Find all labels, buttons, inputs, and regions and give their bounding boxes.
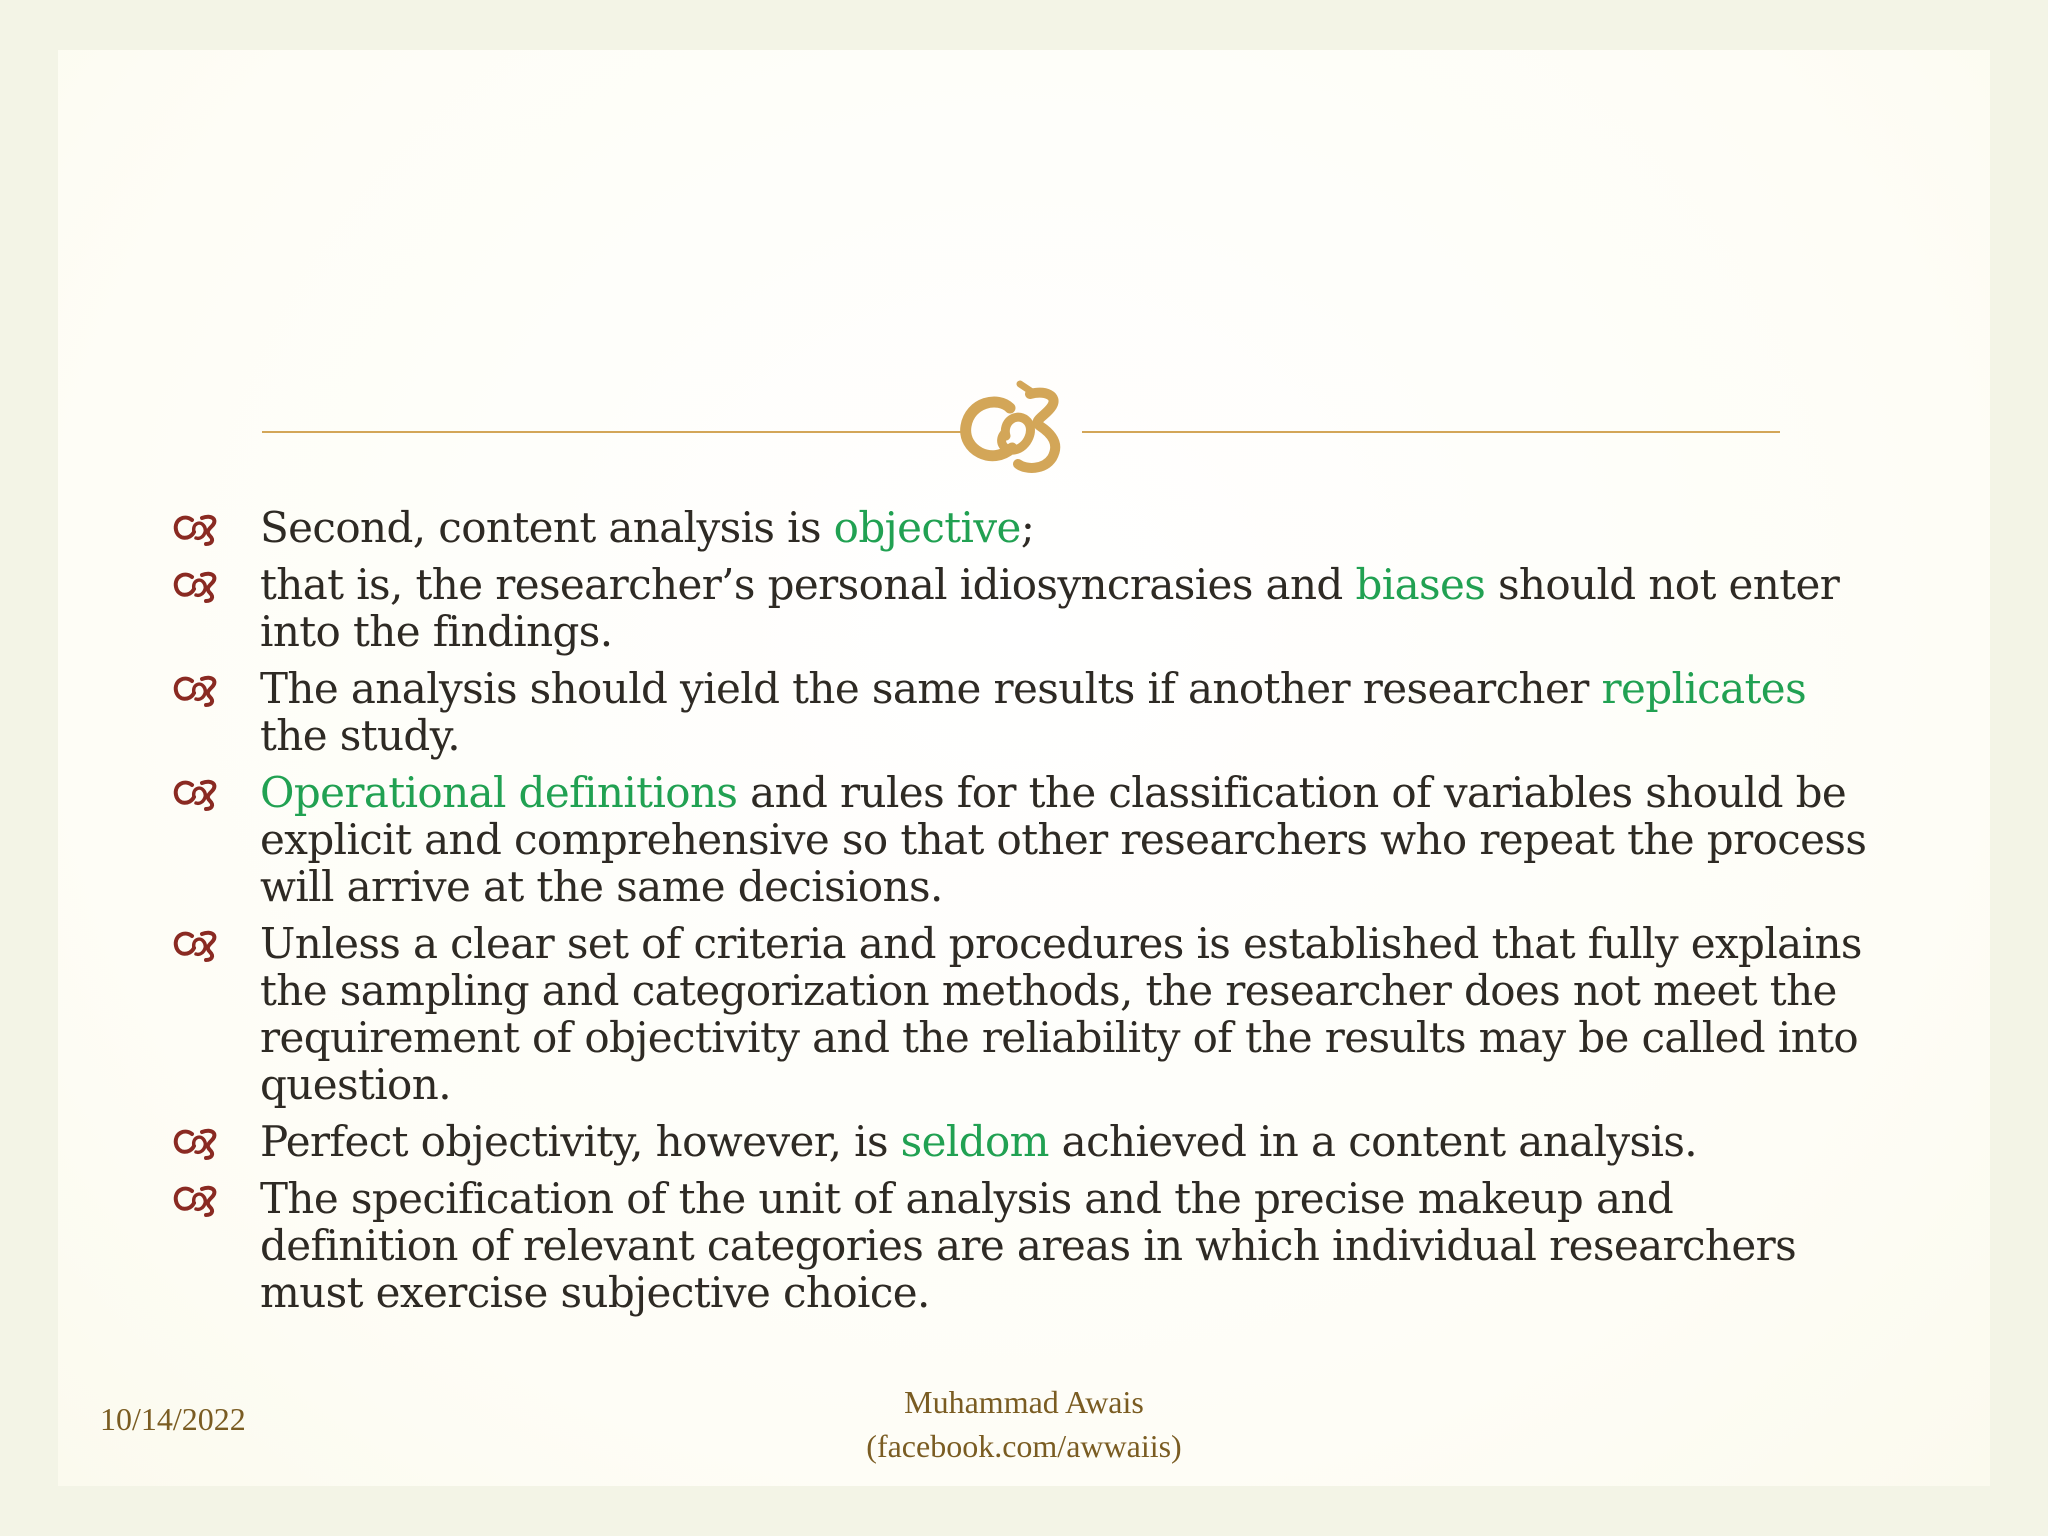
bullet-highlight: biases xyxy=(1355,560,1486,609)
bullet-text: Perfect objectivity, however, is xyxy=(260,1117,901,1166)
bullet-list xyxy=(172,504,1872,1326)
bullet-text: that is, the researcher’s personal idiosyncrasies and xyxy=(260,560,1356,609)
bullet-item xyxy=(172,504,1872,551)
bullet-item xyxy=(172,561,1872,655)
bullet-text-end: the study. xyxy=(260,711,461,760)
divider-line-right xyxy=(1082,431,1780,433)
bullet-item xyxy=(172,1175,1872,1316)
bullet-text-end: and rules for the classification of variables should be explicit and comprehensive so that other researchers who repeat the process will arrive at the same decisions. xyxy=(260,768,1867,911)
bullet-item xyxy=(172,920,1872,1108)
scroll-bullet-icon xyxy=(172,567,222,603)
footer-date: 10/14/2022 xyxy=(100,1401,246,1437)
footer-author xyxy=(824,1380,1224,1468)
bullet-text-end: ; xyxy=(1020,503,1035,552)
bullet-text-end: should not enter into the findings. xyxy=(260,560,1840,656)
bullet-highlight: seldom xyxy=(900,1117,1049,1166)
bullet-highlight: replicates xyxy=(1601,664,1807,713)
bullet-item xyxy=(172,665,1872,759)
bullet-text: Unless a clear set of criteria and procedures is established that fully explains the sampling and categorization methods, the researcher does not meet the requirement of objectivity and the reliability of the results may be called into question. xyxy=(260,919,1862,1109)
footer-author-link: (facebook.com/awwaiis) xyxy=(866,1428,1182,1464)
bullet-highlight: objective xyxy=(833,503,1021,552)
scroll-bullet-icon xyxy=(172,671,222,707)
footer-author-name: Muhammad Awais xyxy=(904,1384,1144,1420)
bullet-text-end: achieved in a content analysis. xyxy=(1048,1117,1698,1166)
bullet-text: The specification of the unit of analysis and the precise makeup and definition of relevant categories are areas in which individual researchers must exercise subjective choice. xyxy=(260,1174,1797,1317)
scroll-bullet-icon xyxy=(172,926,222,962)
scroll-bullet-icon xyxy=(172,510,222,546)
bullet-item xyxy=(172,769,1872,910)
scroll-bullet-icon xyxy=(172,775,222,811)
bullet-item xyxy=(172,1118,1872,1165)
bullet-text: Second, content analysis is xyxy=(260,503,834,552)
scroll-bullet-icon xyxy=(172,1181,222,1217)
scroll-bullet-icon xyxy=(172,1124,222,1160)
bullet-highlight: Operational definitions xyxy=(260,768,738,817)
bullet-text: The analysis should yield the same results if another researcher xyxy=(260,664,1602,713)
divider-line-left xyxy=(262,431,962,433)
flourish-ornament-icon xyxy=(948,378,1098,478)
